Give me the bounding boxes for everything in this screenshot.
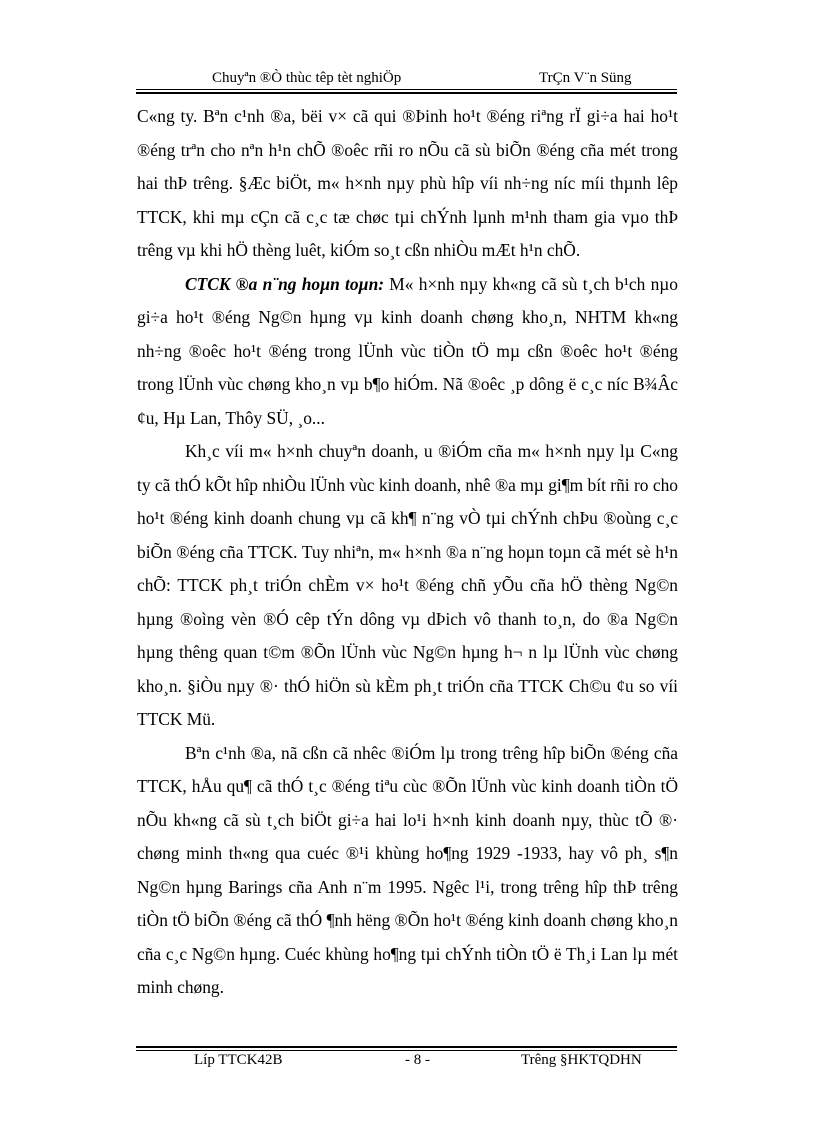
page-footer: [136, 1052, 677, 1074]
paragraph-2: [137, 268, 678, 436]
footer-school: Trêng §HKTQDHN: [521, 1052, 642, 1068]
paragraph-2-text: M« h×nh nµy kh«ng cã sù t¸ch b¹ch nµo gi÷a ho¹t ®éng Ng©n hµng vµ kinh doanh chøng kho¸n, NHTM kh«ng nh÷ng ®oêc ho¹t ®éng trong lÜnh vùc tiÒn tÖ mµ cßn ®oêc ho¹t ®éng trong lÜnh vùc chøng kho¸n vµ b¶o hiÓm. Nã ®oêc ¸p dông ë c¸c níc B¾Âc ¢u, Hµ Lan, Thôy SÜ, ¸o...: [137, 273, 678, 428]
header-author: TrÇn V¨n Süng: [539, 70, 632, 86]
page-header: [136, 68, 677, 90]
header-rule: [136, 89, 677, 90]
paragraph-4: [137, 737, 678, 1005]
header-title: Chuyªn ®Ò thùc têp tèt nghiÖp: [212, 70, 402, 86]
footer-rule-thick: [136, 1046, 677, 1048]
footer-rule: [136, 1050, 677, 1051]
paragraph-1-text: C«ng ty. Bªn c¹nh ®a, bëi v× cã qui ®Þinh ho¹t ®éng riªng rÏ gi÷a hai ho¹t ®éng trªn cho nªn h¹n chÕ ®oêc rñi ro nÕu cã sù biÕn ®éng cña mét trong hai thÞ trêng. §Æc biÖt, m« h×nh nµy phù hîp víi nh÷ng níc míi thµnh lêp TTCK, khi mµ cÇn cã c¸c tæ chøc tµi chÝnh lµnh m¹nh tham gia vµo thÞ trêng vµ khi hÖ thèng luêt, kiÓm so¸t cßn nhiÒu mÆt h¹n chÕ.: [137, 106, 678, 260]
paragraph-3: [137, 435, 678, 737]
document-body: [137, 100, 678, 1005]
paragraph-1: [137, 100, 678, 268]
paragraph-2-lead: CTCK ®a n¨ng hoµn toµn:: [185, 273, 385, 294]
footer-class: Líp TTCK42B: [194, 1052, 283, 1068]
page-number: - 8 -: [405, 1052, 430, 1068]
header-rule-thick: [136, 92, 677, 94]
paragraph-4-text: Bªn c¹nh ®a, nã cßn cã nhêc ®iÓm lµ trong trêng hîp biÕn ®éng cña TTCK, hÅu qu¶ cã thÓ t¸c ®éng tiªu cùc ®Õn lÜnh vùc kinh doanh tiÒn tÖ nÕu kh«ng cã sù t¸ch biÖt gi÷a hai lo¹i h×nh kinh doanh nµy, thùc tÕ ®· chøng minh th«ng qua cuéc ®¹i khùng ho¶ng 1929 -1933, hay vô ph¸ s¶n Ng©n hµng Barings cña Anh n¨m 1995. Ngêc l¹i, trong trêng hîp thÞ trêng tiÒn tÖ biÕn ®éng cã thÓ ¶nh hëng ®Õn ho¹t ®éng kinh doanh chøng kho¸n cña c¸c Ng©n hµng. Cuéc khùng ho¶ng tµi chÝnh tiÒn tÖ ë Th¸i Lan lµ mét minh chøng.: [137, 742, 678, 997]
paragraph-3-text: Kh¸c víi m« h×nh chuyªn doanh, u ®iÓm cña m« h×nh nµy lµ C«ng ty cã thÓ kÕt hîp nhiÒu lÜnh vùc kinh doanh, nhê ®a mµ gi¶m bít rñi ro cho ho¹t ®éng kinh doanh chung vµ cã kh¶ n¨ng vÒ tµi chÝnh chÞu ®oùng c¸c biÕn ®éng cña TTCK. Tuy nhiªn, m« h×nh ®a n¨ng hoµn toµn cã mét sè h¹n chÕ: TTCK ph¸t triÓn chÈm v× ho¹t ®éng chñ yÕu cña hÖ thèng Ng©n hµng ®oìng vèn ®Ó cêp tÝn dông vµ dÞich vô thanh to¸n, do ®a Ng©n hµng thêng quan t©m ®Õn lÜnh vùc Ng©n hµng h¬ n lµ lÜnh vùc chøng kho¸n. §iÒu nµy ®· thÓ hiÖn sù kÈm ph¸t triÓn cña TTCK Ch©u ¢u so víi TTCK Mü.: [137, 441, 678, 729]
